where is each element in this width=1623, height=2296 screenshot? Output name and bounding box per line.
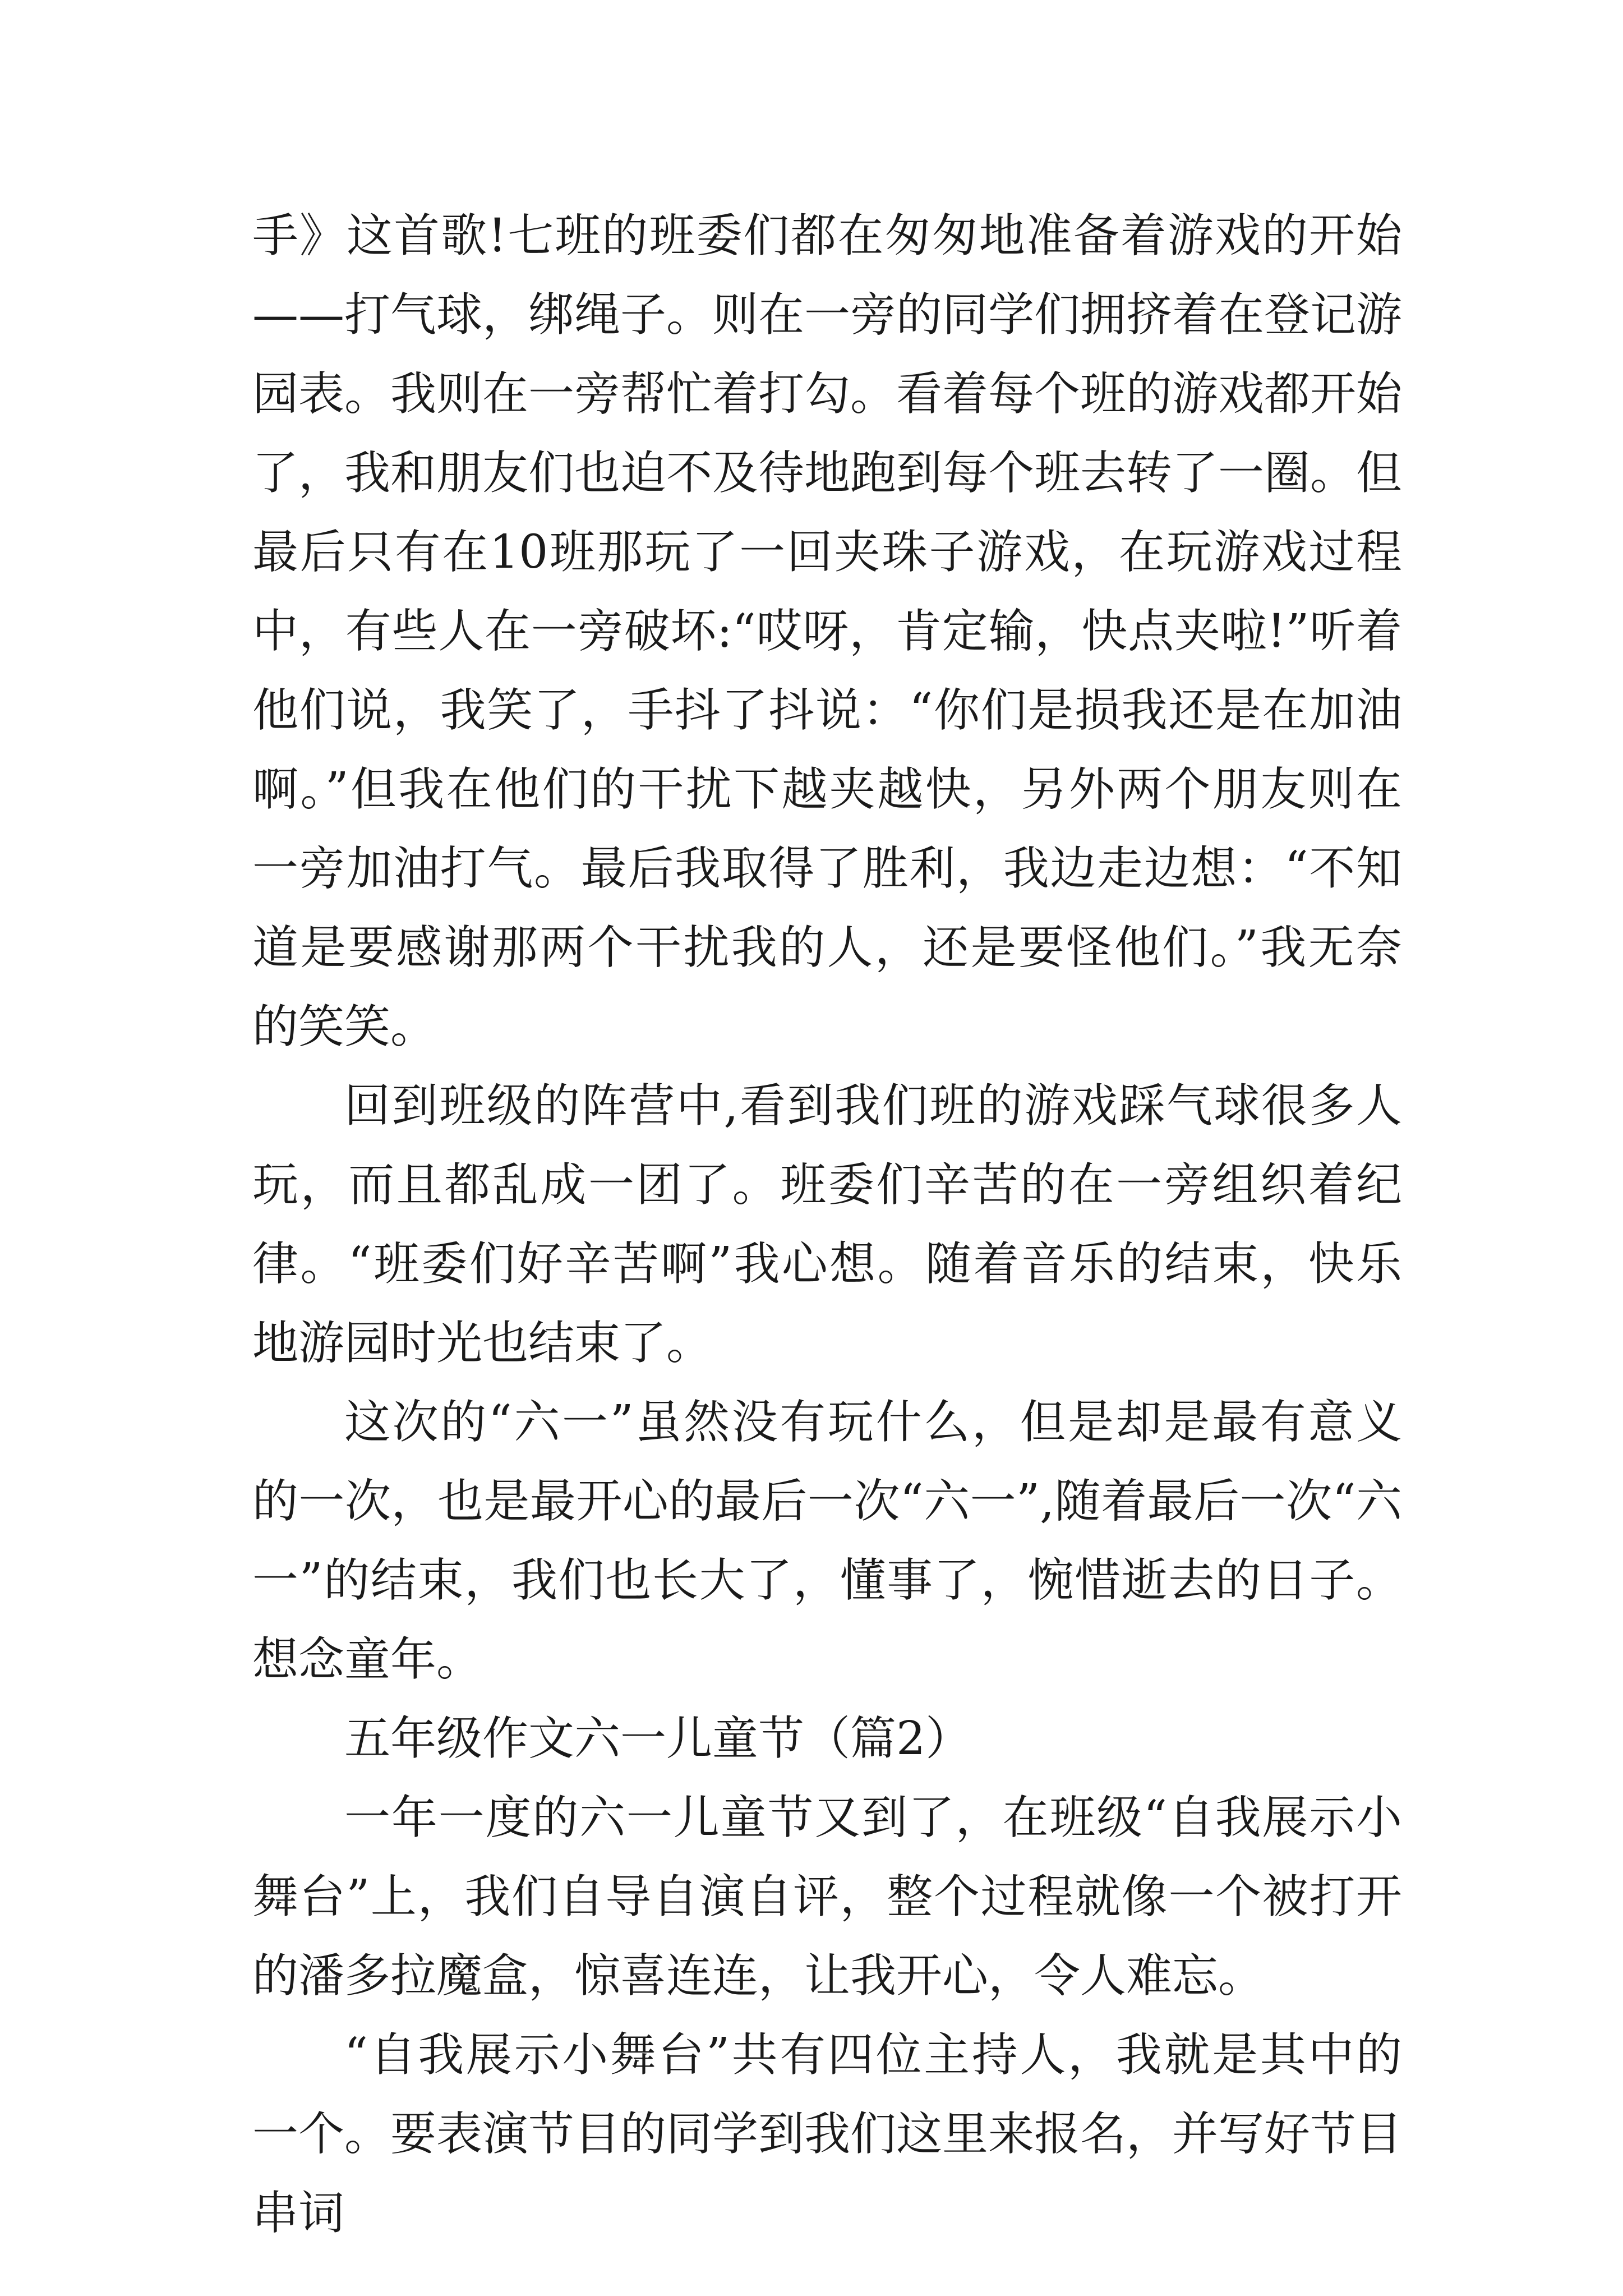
paragraph-continued: 手》这首歌!七班的班委们都在匆匆地准备着游戏的开始——打气球，绑绳子。则在一旁的同学们拥挤着在登记游园表。我则在一旁帮忙着打勾。看着每个班的游戏都开始了，我和朋友们也迫不及待地跑到每个班去转了一圈。但最后只有在10班那玩了一回夹珠子游戏，在玩游戏过程中，有些人在一旁破坏:“哎呀，肯定输，快点夹啦!”听着他们说，我笑了，手抖了抖说：“你们是损我还是在加油啊。”但我在他们的干扰下越夹越快，另外两个朋友则在一旁加油打气。最后我取得了胜利，我边走边想：“不知道是要感谢那两个干扰我的人，还是要怪他们。”我无奈的笑笑。 (252, 209, 1403, 1053)
paragraph: 一年一度的六一儿童节又到了，在班级“自我展示小舞台”上，我们自导自演自评，整个过程就像一个被打开的潘多拉魔盒，惊喜连连，让我开心，令人难忘。 (252, 1791, 1402, 2003)
paragraph: 回到班级的阵营中,看到我们班的游戏踩气球很多人玩，而且都乱成一团了。班委们辛苦的在一旁组织着纪律。“班委们好辛苦啊”我心想。随着音乐的结束，快乐地游园时光也结束了。 (252, 1079, 1402, 1370)
body-text (252, 196, 1402, 2253)
section-heading: 五年级作文六一儿童节（篇2） (344, 1712, 972, 1765)
paragraph: “自我展示小舞台”共有四位主持人，我就是其中的一个。要表演节目的同学到我们这里来报名，并写好节目串词 (252, 2028, 1403, 2240)
paragraph: 这次的“六一”虽然没有玩什么，但是却是最有意义的一次，也是最开心的最后一次“六一”,随着最后一次“六一”的结束，我们也长大了，懂事了，惋惜逝去的日子。想念童年。 (252, 1396, 1402, 1686)
